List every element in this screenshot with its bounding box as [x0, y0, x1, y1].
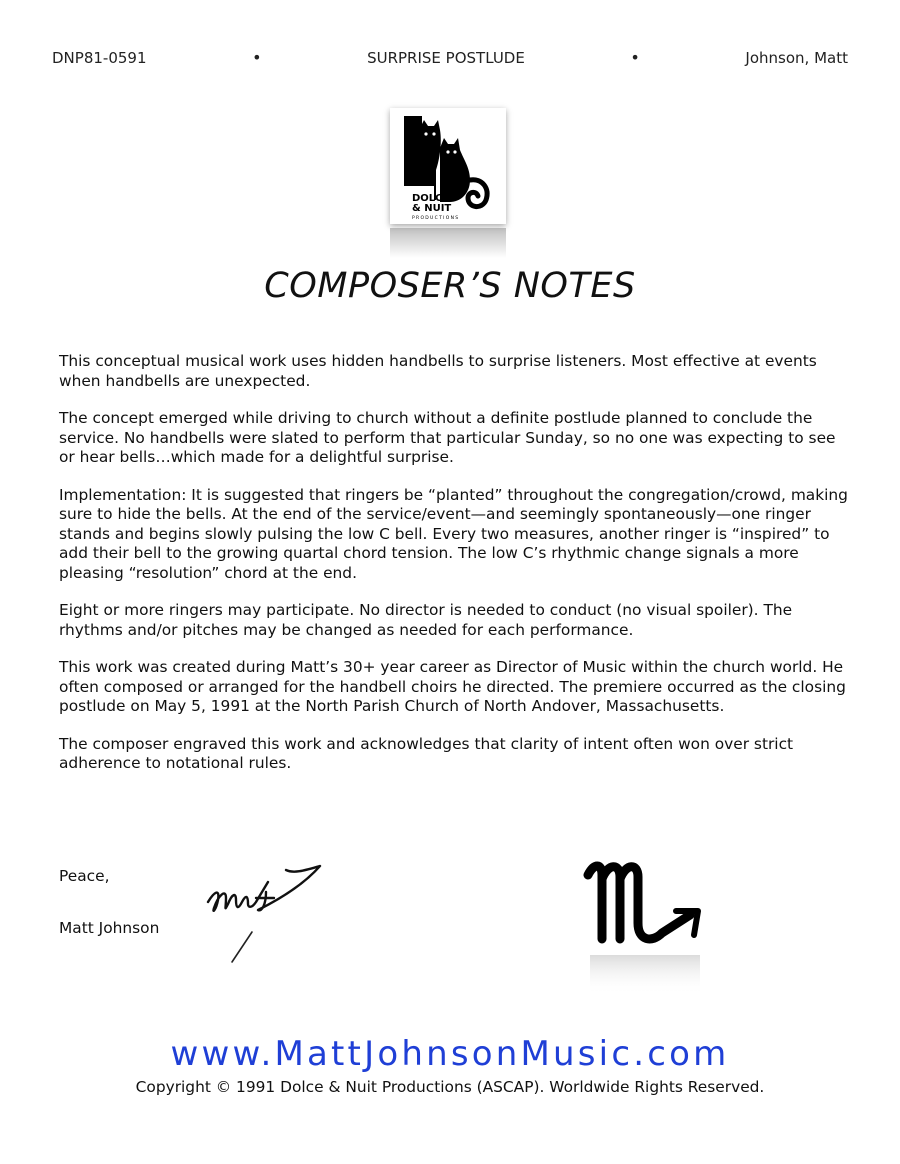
logo-line-1: DOLCE [412, 193, 450, 204]
closing-salutation: Peace, [59, 867, 110, 885]
note-paragraph: This work was created during Matt’s 30+ year career as Director of Music within the church world. He often composed or arranged for the handbell choirs he directed. The premiere occurred as the closing postlude on May 5, 1991 at the North Parish Church of North Andover, Massachusetts. [59, 658, 846, 715]
logo-card [390, 108, 506, 224]
notes-body [59, 352, 849, 792]
note-paragraph: Eight or more ringers may participate. No director is needed to conduct (no visual spoiler). The rhythms and/or pitches may be changed as needed for each performance. [59, 601, 793, 639]
note-paragraph: The concept emerged while driving to church without a definite postlude planned to conclude the service. No handbells were slated to perform that particular Sunday, so no one was expecting to see or hear bells…which made for a delightful surprise. [59, 409, 836, 466]
scorpio-icon [580, 845, 720, 1005]
copyright-notice: Copyright © 1991 Dolce & Nuit Productions (ASCAP). Worldwide Rights Reserved. [135, 1078, 765, 1096]
closing-name: Matt Johnson [59, 919, 160, 937]
piece-title: SURPRISE POSTLUDE [367, 48, 525, 67]
website-link[interactable]: www.MattJohnsonMusic.com [170, 1034, 730, 1074]
logo-line-2: & NUIT [412, 203, 452, 214]
header-separator: • [252, 48, 262, 67]
signature-icon [196, 852, 326, 972]
logo-reflection [390, 228, 506, 258]
catalog-code: DNP81-0591 [52, 48, 147, 67]
composer-name: Johnson, Matt [745, 48, 848, 67]
page-header [52, 48, 848, 67]
note-paragraph: Implementation: It is suggested that ringers be “planted” throughout the congregation/crowd, making sure to hide the bells. At the end of the service/event—and seemingly spontaneously—one ringer stands and begins slowly pulsing the low C bell. Every two measures, another ringer is “inspired” to add their bell to the growing quartal chord tension. The low C’s rhythmic change signals a more pleasing “resolution” chord at the end. [59, 485, 848, 582]
publisher-logo [386, 100, 510, 260]
header-separator: • [630, 48, 640, 67]
logo-wordmark [412, 194, 451, 214]
note-paragraph: The composer engraved this work and acknowledges that clarity of intent often won over strict adherence to notational rules. [59, 734, 794, 772]
note-paragraph: This conceptual musical work uses hidden handbells to surprise listeners. Most effective at events when handbells are unexpected. [59, 352, 817, 390]
page-title: COMPOSER’S NOTES [264, 266, 636, 306]
logo-subtitle: PRODUCTIONS [412, 216, 460, 221]
